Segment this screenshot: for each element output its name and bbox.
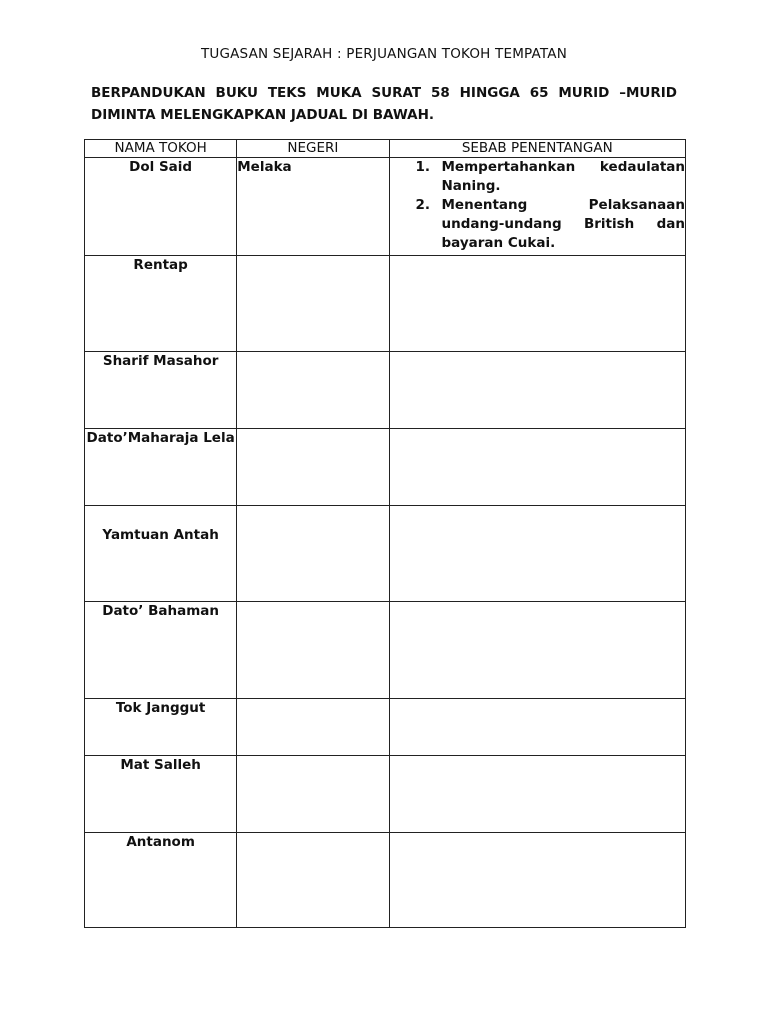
reason-text: Menentang Pelaksanaan undang-undang British dan bayaran Cukai.: [441, 197, 685, 251]
row-reasons[interactable]: [389, 506, 686, 602]
reason-item: [390, 158, 686, 196]
reason-item: [390, 196, 686, 253]
table-row: [85, 429, 686, 506]
row-reasons[interactable]: [389, 256, 686, 352]
table-row: [85, 833, 686, 928]
row-name: Dol Said: [85, 158, 237, 256]
table-row: [85, 699, 686, 756]
row-name: Rentap: [85, 256, 237, 352]
header-reason: SEBAB PENENTANGAN: [389, 140, 686, 158]
row-reasons[interactable]: [389, 699, 686, 756]
row-reasons[interactable]: [389, 352, 686, 429]
row-name: Mat Salleh: [85, 756, 237, 833]
row-state[interactable]: [237, 429, 389, 506]
row-name: Dato’Maharaja Lela: [85, 429, 237, 506]
page-title: TUGASAN SEJARAH : PERJUANGAN TOKOH TEMPATAN: [200, 46, 568, 62]
header-state: NEGERI: [237, 140, 389, 158]
table-row: [85, 158, 686, 256]
row-state[interactable]: [237, 256, 389, 352]
table-row: [85, 756, 686, 833]
header-name: NAMA TOKOH: [85, 140, 237, 158]
reason-number: 1.: [415, 159, 431, 175]
reason-text: Mempertahankan kedaulatan Naning.: [441, 159, 685, 194]
row-name: Sharif Masahor: [85, 352, 237, 429]
row-state[interactable]: [237, 756, 389, 833]
row-state[interactable]: [237, 699, 389, 756]
row-reasons[interactable]: [389, 756, 686, 833]
table-row: [85, 352, 686, 429]
row-state[interactable]: Melaka: [237, 158, 389, 256]
row-state[interactable]: [237, 506, 389, 602]
figures-table: [84, 139, 686, 928]
row-name: Antanom: [85, 833, 237, 928]
row-reasons[interactable]: [389, 429, 686, 506]
row-reasons[interactable]: [389, 602, 686, 699]
row-name: Dato’ Bahaman: [85, 602, 237, 699]
row-reasons[interactable]: [389, 158, 686, 256]
row-name: Tok Janggut: [85, 699, 237, 756]
table-row: [85, 256, 686, 352]
table-row: [85, 506, 686, 602]
reason-list: [390, 158, 686, 253]
instructions-text: BERPANDUKAN BUKU TEKS MUKA SURAT 58 HINGGA 65 MURID –MURID DIMINTA MELENGKAPKAN JADUAL DI BAWAH.: [91, 85, 677, 123]
row-state[interactable]: [237, 833, 389, 928]
reason-number: 2.: [415, 197, 431, 213]
row-name: Yamtuan Antah: [85, 506, 237, 602]
table-row: [85, 602, 686, 699]
row-reasons[interactable]: [389, 833, 686, 928]
table-header-row: [85, 140, 686, 158]
row-state[interactable]: [237, 602, 389, 699]
row-state[interactable]: [237, 352, 389, 429]
